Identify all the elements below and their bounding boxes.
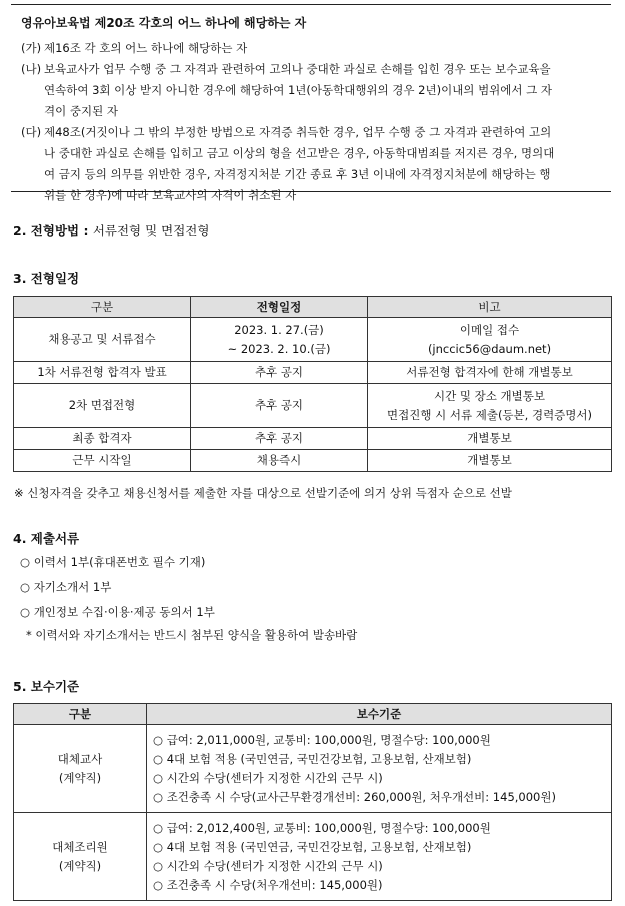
section-2-value: 서류전형 및 면접전형 [92, 223, 210, 238]
header-remarks: 비고 [368, 297, 612, 318]
cell-group [14, 813, 147, 901]
salary-item: ○ 조건충족 시 수당(교사근무환경개선비: 260,000원, 처우개선비: 145,000원) [153, 789, 556, 804]
salary-item: ○ 조건충족 시 수당(처우개선비: 145,000원) [153, 877, 383, 892]
cell-schedule: 채용즉시 [191, 450, 368, 472]
section-5-title: 5. 보수기준 [13, 679, 80, 694]
cell-salary-items [147, 725, 612, 813]
section-2-title: 2. 전형방법 : [13, 223, 89, 238]
cell-remarks: 서류전형 합격자에 한해 개별통보 [368, 362, 612, 384]
document-item-consent: ○ 개인정보 수집·이용·제공 동의서 1부 [20, 605, 215, 619]
salary-item: ○ 4대 보험 적용 (국민연금, 국민건강보험, 고용보험, 산재보험) [153, 751, 472, 766]
cell-category: 2차 면접전형 [14, 384, 191, 428]
item-line: 나 중대한 과실로 손해를 입히고 금고 이상의 형을 선고받은 경우, 아동학대범죄를 저지른 경우, 명의대 [44, 146, 555, 160]
item-line: 연속하여 3회 이상 받지 아니한 경우에 해당하여 1년(아동학대행위의 경우 2년)이내의 범위에서 그 자 [44, 83, 553, 97]
remark-line: 면접진행 시 서류 제출(등본, 경력증명서) [387, 407, 592, 422]
cell-remarks [368, 384, 612, 428]
section-4-title: 4. 제출서류 [13, 531, 80, 546]
selection-note: ※ 신청자격을 갖추고 채용신청서를 제출한 자를 대상으로 선발기준에 의거 상위 득점자 순으로 선발 [14, 486, 512, 500]
table-row [14, 813, 612, 901]
cell-salary-items [147, 813, 612, 901]
cell-schedule: 추후 공지 [191, 362, 368, 384]
table-row [14, 362, 612, 384]
salary-item: ○ 급여: 2,012,400원, 교통비: 100,000원, 명절수당: 100,000원 [153, 820, 491, 835]
header-salary: 보수기준 [147, 704, 612, 725]
cell-remarks: 개별통보 [368, 428, 612, 450]
item-line: 제48조(거짓이나 그 밖의 부정한 방법으로 자격증 취득한 경우, 업무 수행 중 그 자격과 관련하여 고의 [44, 125, 552, 139]
box-title: 영유아보육법 제20조 각호의 어느 하나에 해당하는 자 [21, 16, 307, 30]
cell-schedule [191, 318, 368, 362]
item-line: 위를 한 경우)에 따라 보육교사의 자격이 취소된 자 [44, 188, 297, 202]
schedule-table [13, 296, 612, 472]
header-category: 구분 [14, 704, 147, 725]
table-row [14, 725, 612, 813]
box-item-ga [21, 38, 607, 59]
item-line: 보육교사가 업무 수행 중 그 자격과 관련하여 고의나 중대한 과실로 손해를 입힌 경우 또는 보수교육을 [44, 62, 551, 76]
table-row [14, 428, 612, 450]
table-row [14, 318, 612, 362]
header-schedule: 전형일정 [191, 297, 368, 318]
group-name: 대체조리원 [52, 839, 108, 854]
table-row [14, 384, 612, 428]
salary-table [13, 703, 612, 901]
item-mark: (나) [21, 62, 42, 76]
cell-remarks [368, 318, 612, 362]
disqualification-box [11, 4, 611, 202]
table-header-row [14, 704, 612, 725]
box-item-da [21, 122, 607, 206]
remark-line: 시간 및 장소 개별통보 [434, 388, 545, 403]
salary-item: ○ 시간외 수당(센터가 지정한 시간외 근무 시) [153, 770, 383, 785]
header-category: 구분 [14, 297, 191, 318]
group-type: (계약직) [58, 858, 102, 873]
item-line: 여 금지 등의 의무를 위반한 경우, 자격정지처분 기간 종료 후 3년 이내에 자격정지처분에 해당하는 행 [44, 167, 551, 181]
cell-category: 근무 시작일 [14, 450, 191, 472]
item-line: 제16조 각 호의 어느 하나에 해당하는 자 [44, 41, 248, 55]
item-line: 격이 중지된 자 [44, 104, 118, 118]
salary-item: ○ 시간외 수당(센터가 지정한 시간외 근무 시) [153, 858, 383, 873]
cell-schedule: 추후 공지 [191, 384, 368, 428]
box-item-na [21, 59, 607, 122]
document-item-intro: ○ 자기소개서 1부 [20, 580, 112, 594]
cell-schedule: 추후 공지 [191, 428, 368, 450]
group-type: (계약직) [58, 770, 102, 785]
salary-item: ○ 4대 보험 적용 (국민연금, 국민건강보험, 고용보험, 산재보험) [153, 839, 472, 854]
group-name: 대체교사 [57, 751, 103, 766]
salary-item: ○ 급여: 2,011,000원, 교통비: 100,000원, 명절수당: 100,000원 [153, 732, 491, 747]
cell-group [14, 725, 147, 813]
schedule-start: 2023. 1. 27.(금) [234, 322, 324, 337]
item-mark: (다) [21, 125, 42, 139]
remark-line: 이메일 접수 [459, 322, 520, 337]
remark-email: (jnccic56@daum.net) [427, 341, 552, 356]
section-3-title: 3. 전형일정 [13, 271, 80, 286]
document-item-resume: ○ 이력서 1부(휴대폰번호 필수 기재) [20, 555, 206, 569]
cell-category: 채용공고 및 서류접수 [14, 318, 191, 362]
cell-remarks: 개별통보 [368, 450, 612, 472]
table-header-row [14, 297, 612, 318]
section-2-heading [13, 221, 209, 239]
document-note: * 이력서와 자기소개서는 반드시 첨부된 양식을 활용하여 발송바람 [26, 628, 358, 642]
item-mark: (가) [21, 41, 42, 55]
schedule-end: ~ 2023. 2. 10.(금) [227, 341, 331, 356]
cell-category: 최종 합격자 [14, 428, 191, 450]
cell-category: 1차 서류전형 합격자 발표 [14, 362, 191, 384]
table-row [14, 450, 612, 472]
